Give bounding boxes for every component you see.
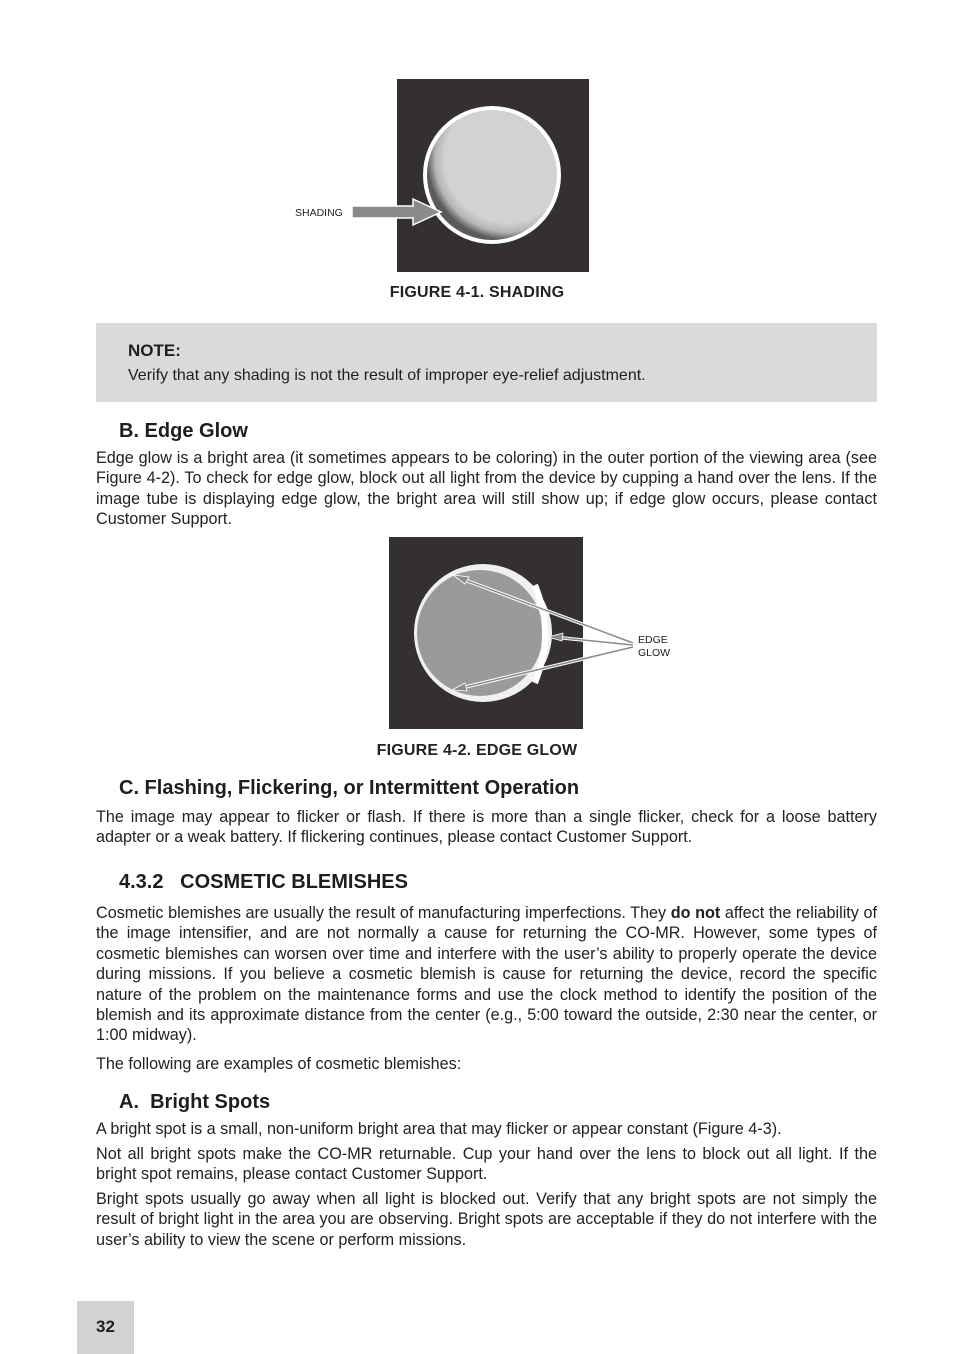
edge-glow-heading: B. Edge Glow — [119, 420, 248, 442]
page-number: 32 — [96, 1317, 115, 1336]
figure-shading — [280, 75, 600, 280]
note-box — [96, 323, 877, 402]
edge-glow-text: Edge glow is a bright area (it sometimes appears to be coloring) in the outer portion of the viewing area (see Figure 4-2). To check for edge glow, block out all light from the device by cupping a hand over the lens. If the image tube is displaying edge glow, the bright area will still show up; if edge glow occurs, please contact Customer Support. — [96, 449, 877, 529]
edge-glow-label-line2: GLOW — [638, 647, 671, 659]
cosmetic-text-part1: Cosmetic blemishes are usually the result of manufacturing imperfections. They — [96, 904, 671, 922]
cosmetic-blemishes-text — [96, 903, 877, 1046]
flashing-heading: C. Flashing, Flickering, or Intermittent Operation — [119, 777, 580, 799]
cosmetic-blemishes-heading: 4.3.2 COSMETIC BLEMISHES — [119, 871, 408, 893]
note-title: NOTE: — [128, 341, 181, 360]
flashing-text: The image may appear to flicker or flash. If there is more than a single flicker, check for a loose battery adapter or a weak battery. If flickering continues, please contact Customer Support. — [96, 808, 877, 847]
figure-2-caption: FIGURE 4-2. EDGE GLOW — [376, 742, 578, 759]
cosmetic-text-part2: affect the reliability of the image intensifier, and are not normally a cause for returning the CO-MR. However, some types of cosmetic blemishes can worsen over time and interfere with the user’s ability to properly operate the device during missions. If you believe a cosmetic blemish is cause for returning the device, record the specific nature of the problem on the maintenance forms and use the clock method to identify the position of the blemish and its approximate distance from the center (e.g., 5:00 toward the outside, 2:30 near the center, or 1:00 midway). — [96, 904, 877, 1045]
edge-glow-viewing-area — [417, 570, 543, 696]
figure-edge-glow — [385, 533, 685, 733]
page-number-box — [77, 1301, 134, 1354]
cosmetic-text-bold: do not — [670, 904, 721, 922]
viewing-area — [427, 110, 557, 240]
shading-label: SHADING — [295, 207, 343, 219]
bright-spots-para-2: Not all bright spots make the CO-MR returnable. Cup your hand over the lens to block out all light. If the bright spot remains, please contact Customer Support. — [96, 1145, 877, 1184]
bright-spots-heading: A. Bright Spots — [119, 1091, 271, 1113]
figure-1-caption: FIGURE 4-1. SHADING — [389, 284, 565, 301]
cosmetic-examples-intro: The following are examples of cosmetic blemishes: — [96, 1055, 462, 1073]
bright-spots-para-1: A bright spot is a small, non-uniform bright area that may flicker or appear constant (Figure 4-3). — [96, 1120, 782, 1138]
bright-spots-para-3: Bright spots usually go away when all light is blocked out. Verify that any bright spots are not simply the result of bright light in the area you are observing. Bright spots are acceptable if they do not interfere with the user’s ability to view the scene or perform missions. — [96, 1190, 877, 1249]
edge-glow-label-line1: EDGE — [638, 634, 668, 646]
note-text: Verify that any shading is not the result of improper eye-relief adjustment. — [128, 367, 646, 384]
